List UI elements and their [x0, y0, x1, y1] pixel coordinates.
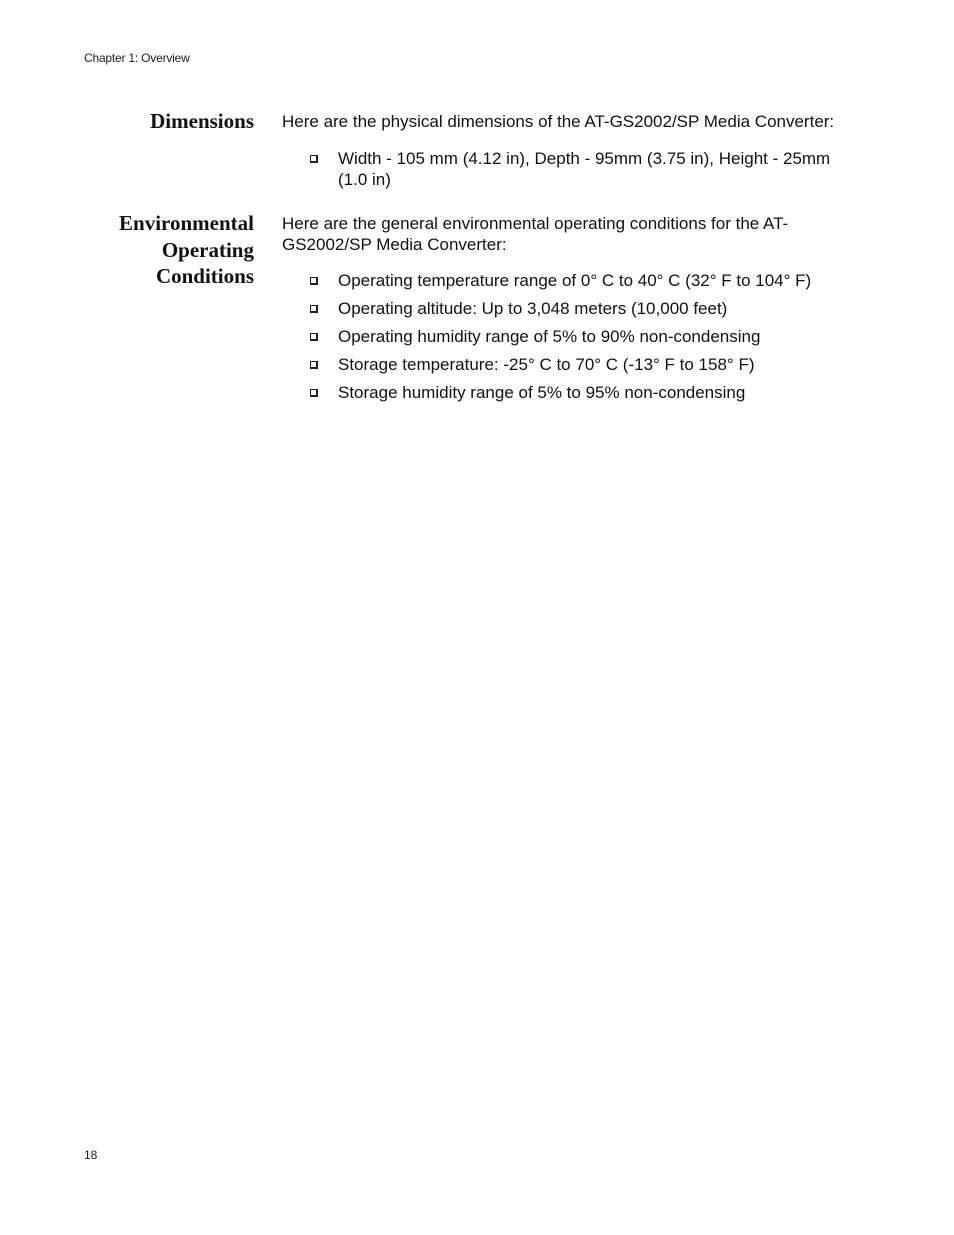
list-item — [282, 383, 852, 404]
heading-line: Operating — [161, 237, 254, 262]
checkbox-bullet-icon — [310, 361, 318, 369]
list-item-text: Operating humidity range of 5% to 90% non-condensing — [338, 327, 761, 346]
list-item-text: Storage temperature: -25° C to 70° C (-13° F to 158° F) — [338, 355, 755, 374]
page-number: 18 — [84, 1148, 98, 1162]
list-item-text: Operating temperature range of 0° C to 40° C (32° F to 104° F) — [338, 271, 812, 290]
running-header: Chapter 1: Overview — [84, 51, 190, 65]
section-body-environmental — [282, 210, 852, 411]
section-body-dimensions — [282, 108, 852, 190]
list-item-text: Operating altitude: Up to 3,048 meters (10,000 feet) — [338, 299, 728, 318]
section-heading-dimensions: Dimensions — [150, 109, 254, 133]
checkbox-bullet-icon — [310, 389, 318, 397]
heading-line: Environmental — [119, 211, 254, 235]
checkbox-bullet-icon — [310, 155, 318, 163]
list-item — [282, 327, 852, 348]
checkbox-bullet-icon — [310, 277, 318, 285]
environmental-intro: Here are the general environmental operating conditions for the AT-GS2002/SP Media Converter: — [282, 214, 789, 254]
list-item — [282, 271, 852, 292]
dimensions-list — [282, 149, 852, 190]
list-item — [282, 149, 852, 190]
dimensions-intro: Here are the physical dimensions of the AT-GS2002/SP Media Converter: — [282, 112, 835, 131]
checkbox-bullet-icon — [310, 305, 318, 313]
environmental-list — [282, 271, 852, 404]
list-item — [282, 299, 852, 320]
list-item-text: Width - 105 mm (4.12 in), Depth - 95mm (3.75 in), Height - 25mm (1.0 in) — [338, 149, 831, 189]
section-heading-environmental — [54, 210, 254, 290]
list-item-text: Storage humidity range of 5% to 95% non-condensing — [338, 383, 746, 402]
checkbox-bullet-icon — [310, 333, 318, 341]
heading-line: Conditions — [155, 264, 254, 288]
list-item — [282, 355, 852, 376]
